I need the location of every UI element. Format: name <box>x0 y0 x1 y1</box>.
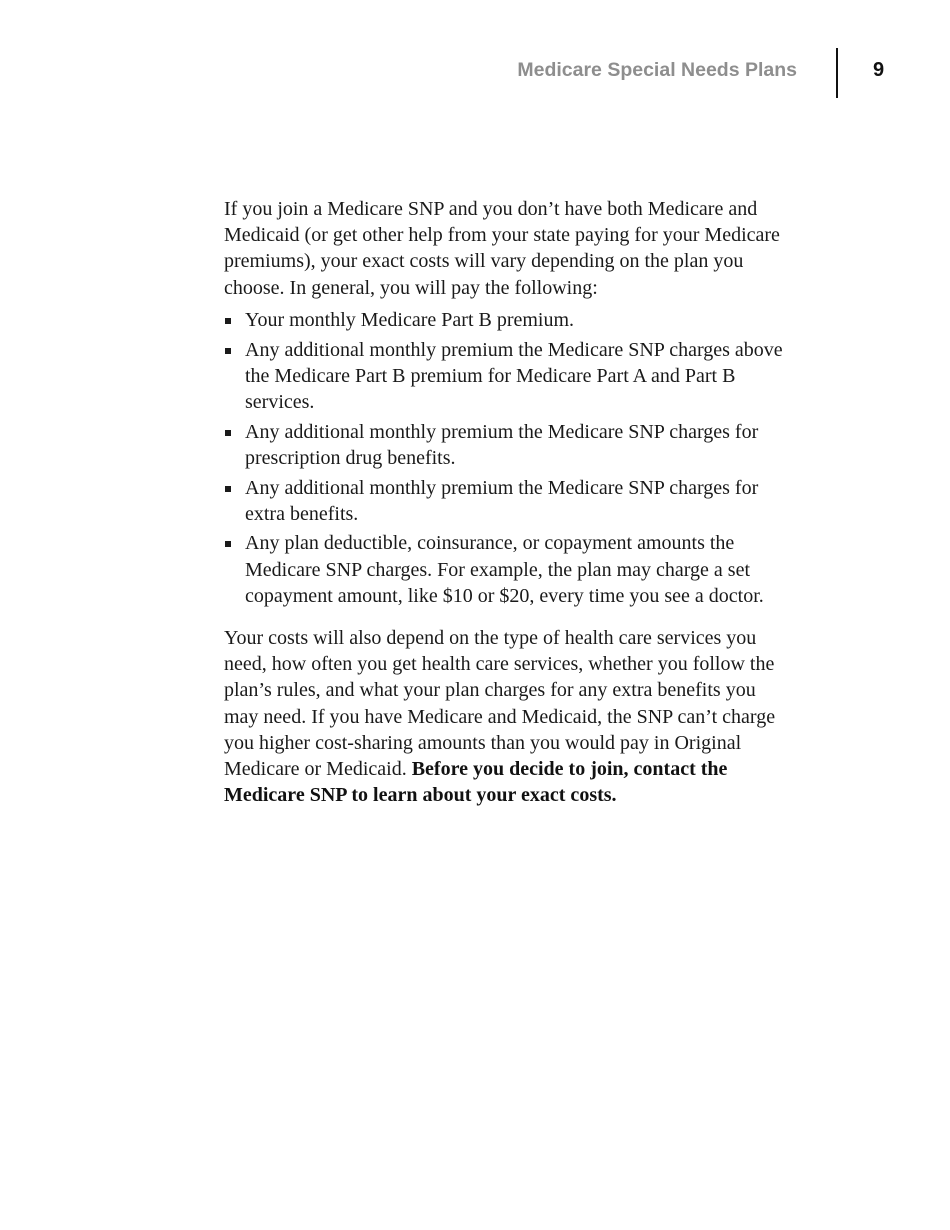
square-bullet-icon <box>225 318 231 324</box>
running-header-title: Medicare Special Needs Plans <box>517 59 797 81</box>
square-bullet-icon <box>225 486 231 492</box>
header-divider <box>836 48 838 98</box>
closing-bold-text: Before you decide to join, contact the Medicare SNP to learn about your exact costs. <box>224 758 728 807</box>
list-item <box>224 530 789 609</box>
list-item <box>224 337 789 416</box>
page-number: 9 <box>873 59 885 81</box>
list-item-text: Any additional monthly premium the Medicare SNP charges above the Medicare Part B premium for Medicare Part A and Part B services. <box>245 338 783 413</box>
list-item <box>224 307 789 333</box>
list-item-text: Any additional monthly premium the Medicare SNP charges for prescription drug benefits. <box>245 420 759 469</box>
square-bullet-icon <box>225 348 231 354</box>
closing-paragraph <box>224 625 789 808</box>
list-item-text: Any additional monthly premium the Medicare SNP charges for extra benefits. <box>245 476 759 525</box>
square-bullet-icon <box>225 430 231 436</box>
list-item <box>224 475 789 527</box>
main-content <box>224 196 789 808</box>
cost-bullet-list <box>224 307 789 609</box>
list-item-text: Your monthly Medicare Part B premium. <box>245 308 575 331</box>
closing-text: Your costs will also depend on the type of health care services you need, how often you get health care services, whether you follow the plan’s rules, and what your plan charges for any extra benefits you may need. If you have Medicare and Medicaid, the SNP can’t charge you higher cost-sharing amounts than you would pay in Original Medicare or Medicaid. <box>224 627 776 781</box>
intro-paragraph: If you join a Medicare SNP and you don’t have both Medicare and Medicaid (or get other help from your state paying for your Medicare premiums), your exact costs will vary depending on the plan you choose. In general, you will pay the following: <box>224 198 780 299</box>
list-item-text: Any plan deductible, coinsurance, or copayment amounts the Medicare SNP charges. For example, the plan may charge a set copayment amount, like $10 or $20, every time you see a doctor. <box>245 532 764 607</box>
square-bullet-icon <box>225 541 231 547</box>
list-item <box>224 419 789 471</box>
